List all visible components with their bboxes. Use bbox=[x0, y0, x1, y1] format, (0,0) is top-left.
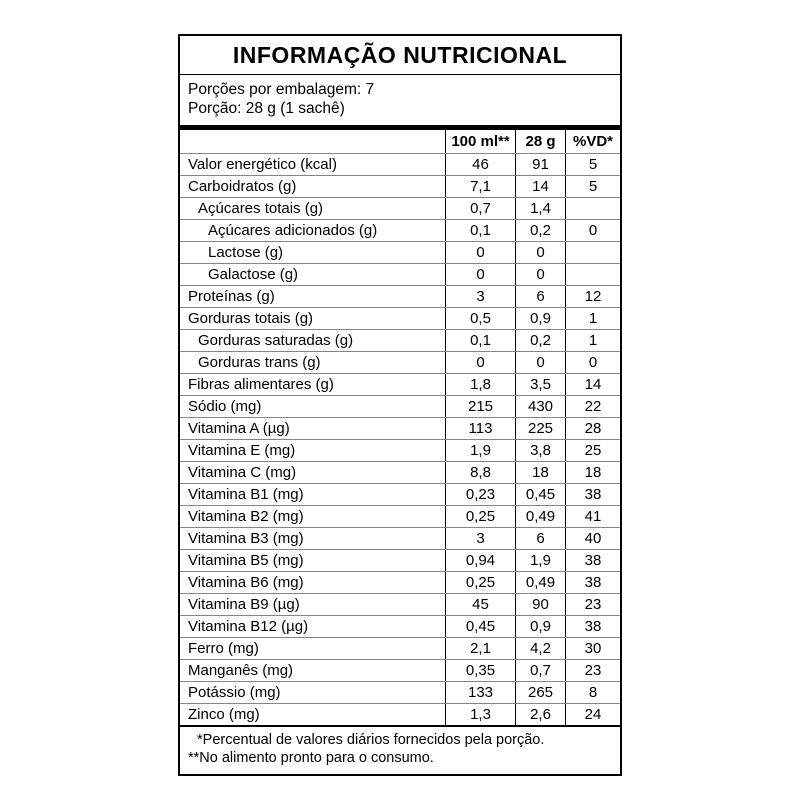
value-28g: 18 bbox=[515, 462, 565, 483]
nutrient-name: Manganês (mg) bbox=[188, 662, 294, 679]
value-100ml: 0,7 bbox=[445, 198, 515, 219]
nutrient-name: Carboidratos (g) bbox=[188, 178, 297, 195]
table-row bbox=[180, 220, 620, 242]
footnote-percent-daily-values: *Percentual de valores diários fornecidos pela porção. bbox=[197, 732, 545, 748]
value-100ml: 0,5 bbox=[445, 308, 515, 329]
value-100ml: 2,1 bbox=[445, 638, 515, 659]
nutrient-name: Vitamina A (µg) bbox=[188, 420, 290, 437]
nutrient-name: Potássio (mg) bbox=[188, 684, 281, 701]
table-row bbox=[180, 418, 620, 440]
value-100ml: 133 bbox=[445, 682, 515, 703]
value-vd: 12 bbox=[565, 286, 620, 307]
nutrient-name: Vitamina E (mg) bbox=[188, 442, 296, 459]
table-row bbox=[180, 286, 620, 308]
table-row bbox=[180, 704, 620, 725]
nutrient-name: Lactose (g) bbox=[208, 244, 284, 261]
value-100ml: 0,45 bbox=[445, 616, 515, 637]
value-28g: 0,49 bbox=[515, 572, 565, 593]
value-vd: 40 bbox=[565, 528, 620, 549]
table-row bbox=[180, 440, 620, 462]
value-vd: 0 bbox=[565, 352, 620, 373]
table-row bbox=[180, 572, 620, 594]
nutrient-name: Proteínas (g) bbox=[188, 288, 275, 305]
value-100ml: 7,1 bbox=[445, 176, 515, 197]
nutrient-name: Gorduras totais (g) bbox=[188, 310, 314, 327]
value-28g: 430 bbox=[515, 396, 565, 417]
value-100ml: 46 bbox=[445, 154, 515, 175]
value-vd bbox=[565, 242, 620, 263]
value-100ml: 3 bbox=[445, 286, 515, 307]
table-row bbox=[180, 638, 620, 660]
value-28g: 6 bbox=[515, 286, 565, 307]
value-28g: 2,6 bbox=[515, 704, 565, 725]
column-header-28g: 28 g bbox=[515, 130, 565, 153]
value-100ml: 215 bbox=[445, 396, 515, 417]
value-vd: 25 bbox=[565, 440, 620, 461]
nutrient-name: Sódio (mg) bbox=[188, 398, 262, 415]
nutrient-name: Vitamina B9 (µg) bbox=[188, 596, 300, 613]
value-vd: 0 bbox=[565, 220, 620, 241]
value-28g: 0 bbox=[515, 264, 565, 285]
value-100ml: 1,9 bbox=[445, 440, 515, 461]
value-28g: 0,9 bbox=[515, 616, 565, 637]
value-100ml: 3 bbox=[445, 528, 515, 549]
value-100ml: 0 bbox=[445, 264, 515, 285]
value-vd: 38 bbox=[565, 616, 620, 637]
table-row bbox=[180, 462, 620, 484]
column-header-vd: %VD* bbox=[565, 130, 620, 153]
nutrient-column-header bbox=[180, 130, 445, 153]
value-vd: 8 bbox=[565, 682, 620, 703]
value-vd: 41 bbox=[565, 506, 620, 527]
value-28g: 0,45 bbox=[515, 484, 565, 505]
table-row bbox=[180, 154, 620, 176]
value-28g: 6 bbox=[515, 528, 565, 549]
value-100ml: 0 bbox=[445, 352, 515, 373]
nutrient-name: Vitamina B3 (mg) bbox=[188, 530, 304, 547]
value-28g: 4,2 bbox=[515, 638, 565, 659]
nutrition-table-body bbox=[180, 154, 620, 725]
value-vd: 38 bbox=[565, 484, 620, 505]
nutrient-name: Galactose (g) bbox=[208, 266, 299, 283]
nutrient-name: Valor energético (kcal) bbox=[188, 156, 337, 173]
value-100ml: 0,94 bbox=[445, 550, 515, 571]
table-row bbox=[180, 242, 620, 264]
servings-per-package: Porções por embalagem: 7 bbox=[188, 81, 375, 98]
value-28g: 225 bbox=[515, 418, 565, 439]
table-row bbox=[180, 308, 620, 330]
value-vd: 5 bbox=[565, 176, 620, 197]
table-row bbox=[180, 330, 620, 352]
value-100ml: 0,25 bbox=[445, 572, 515, 593]
value-100ml: 1,8 bbox=[445, 374, 515, 395]
value-28g: 0,9 bbox=[515, 308, 565, 329]
nutrient-name: Zinco (mg) bbox=[188, 706, 260, 723]
value-vd: 30 bbox=[565, 638, 620, 659]
nutrient-name: Vitamina B1 (mg) bbox=[188, 486, 304, 503]
value-28g: 0,2 bbox=[515, 330, 565, 351]
value-28g: 91 bbox=[515, 154, 565, 175]
value-28g: 0,2 bbox=[515, 220, 565, 241]
value-vd: 24 bbox=[565, 704, 620, 725]
value-100ml: 45 bbox=[445, 594, 515, 615]
nutrition-label-title: INFORMAÇÃO NUTRICIONAL bbox=[232, 42, 568, 68]
table-row bbox=[180, 528, 620, 550]
table-row bbox=[180, 550, 620, 572]
nutrient-name: Açúcares adicionados (g) bbox=[208, 222, 378, 239]
value-100ml: 1,3 bbox=[445, 704, 515, 725]
footnote-prepared-food: **No alimento pronto para o consumo. bbox=[188, 750, 434, 766]
nutrient-name: Vitamina C (mg) bbox=[188, 464, 297, 481]
nutrient-name: Vitamina B12 (µg) bbox=[188, 618, 309, 635]
value-vd bbox=[565, 264, 620, 285]
value-vd: 5 bbox=[565, 154, 620, 175]
value-vd: 38 bbox=[565, 572, 620, 593]
table-row bbox=[180, 682, 620, 704]
portion-info bbox=[180, 75, 620, 125]
nutrient-name: Vitamina B6 (mg) bbox=[188, 574, 304, 591]
table-row bbox=[180, 616, 620, 638]
value-vd: 14 bbox=[565, 374, 620, 395]
table-row bbox=[180, 506, 620, 528]
value-28g: 265 bbox=[515, 682, 565, 703]
table-row bbox=[180, 374, 620, 396]
value-vd: 18 bbox=[565, 462, 620, 483]
table-row bbox=[180, 594, 620, 616]
value-100ml: 0,1 bbox=[445, 330, 515, 351]
value-vd: 38 bbox=[565, 550, 620, 571]
portion-size: Porção: 28 g (1 sachê) bbox=[188, 100, 345, 117]
nutrient-name: Gorduras trans (g) bbox=[198, 354, 321, 371]
table-row bbox=[180, 198, 620, 220]
table-row bbox=[180, 660, 620, 682]
nutrient-name: Ferro (mg) bbox=[188, 640, 259, 657]
value-100ml: 0,23 bbox=[445, 484, 515, 505]
value-28g: 3,8 bbox=[515, 440, 565, 461]
nutrient-name: Gorduras saturadas (g) bbox=[198, 332, 354, 349]
value-100ml: 0,25 bbox=[445, 506, 515, 527]
table-row bbox=[180, 484, 620, 506]
value-28g: 1,4 bbox=[515, 198, 565, 219]
value-vd: 1 bbox=[565, 330, 620, 351]
value-vd: 1 bbox=[565, 308, 620, 329]
table-row bbox=[180, 176, 620, 198]
value-28g: 0,7 bbox=[515, 660, 565, 681]
value-100ml: 113 bbox=[445, 418, 515, 439]
value-vd: 23 bbox=[565, 660, 620, 681]
value-28g: 0 bbox=[515, 242, 565, 263]
table-row bbox=[180, 396, 620, 418]
value-vd: 23 bbox=[565, 594, 620, 615]
value-28g: 1,9 bbox=[515, 550, 565, 571]
table-header-row bbox=[180, 130, 620, 154]
value-28g: 90 bbox=[515, 594, 565, 615]
table-row bbox=[180, 264, 620, 286]
value-28g: 14 bbox=[515, 176, 565, 197]
value-vd: 22 bbox=[565, 396, 620, 417]
table-row bbox=[180, 352, 620, 374]
nutrient-name: Fibras alimentares (g) bbox=[188, 376, 334, 393]
value-100ml: 0 bbox=[445, 242, 515, 263]
value-28g: 3,5 bbox=[515, 374, 565, 395]
nutrient-name: Açúcares totais (g) bbox=[198, 200, 324, 217]
value-28g: 0 bbox=[515, 352, 565, 373]
column-header-100ml: 100 ml** bbox=[445, 130, 515, 153]
value-vd: 28 bbox=[565, 418, 620, 439]
footnotes bbox=[180, 727, 620, 774]
value-100ml: 0,35 bbox=[445, 660, 515, 681]
nutrient-name: Vitamina B2 (mg) bbox=[188, 508, 304, 525]
nutrient-name: Vitamina B5 (mg) bbox=[188, 552, 304, 569]
value-100ml: 8,8 bbox=[445, 462, 515, 483]
value-100ml: 0,1 bbox=[445, 220, 515, 241]
value-vd bbox=[565, 198, 620, 219]
nutrition-label bbox=[178, 34, 622, 776]
value-28g: 0,49 bbox=[515, 506, 565, 527]
